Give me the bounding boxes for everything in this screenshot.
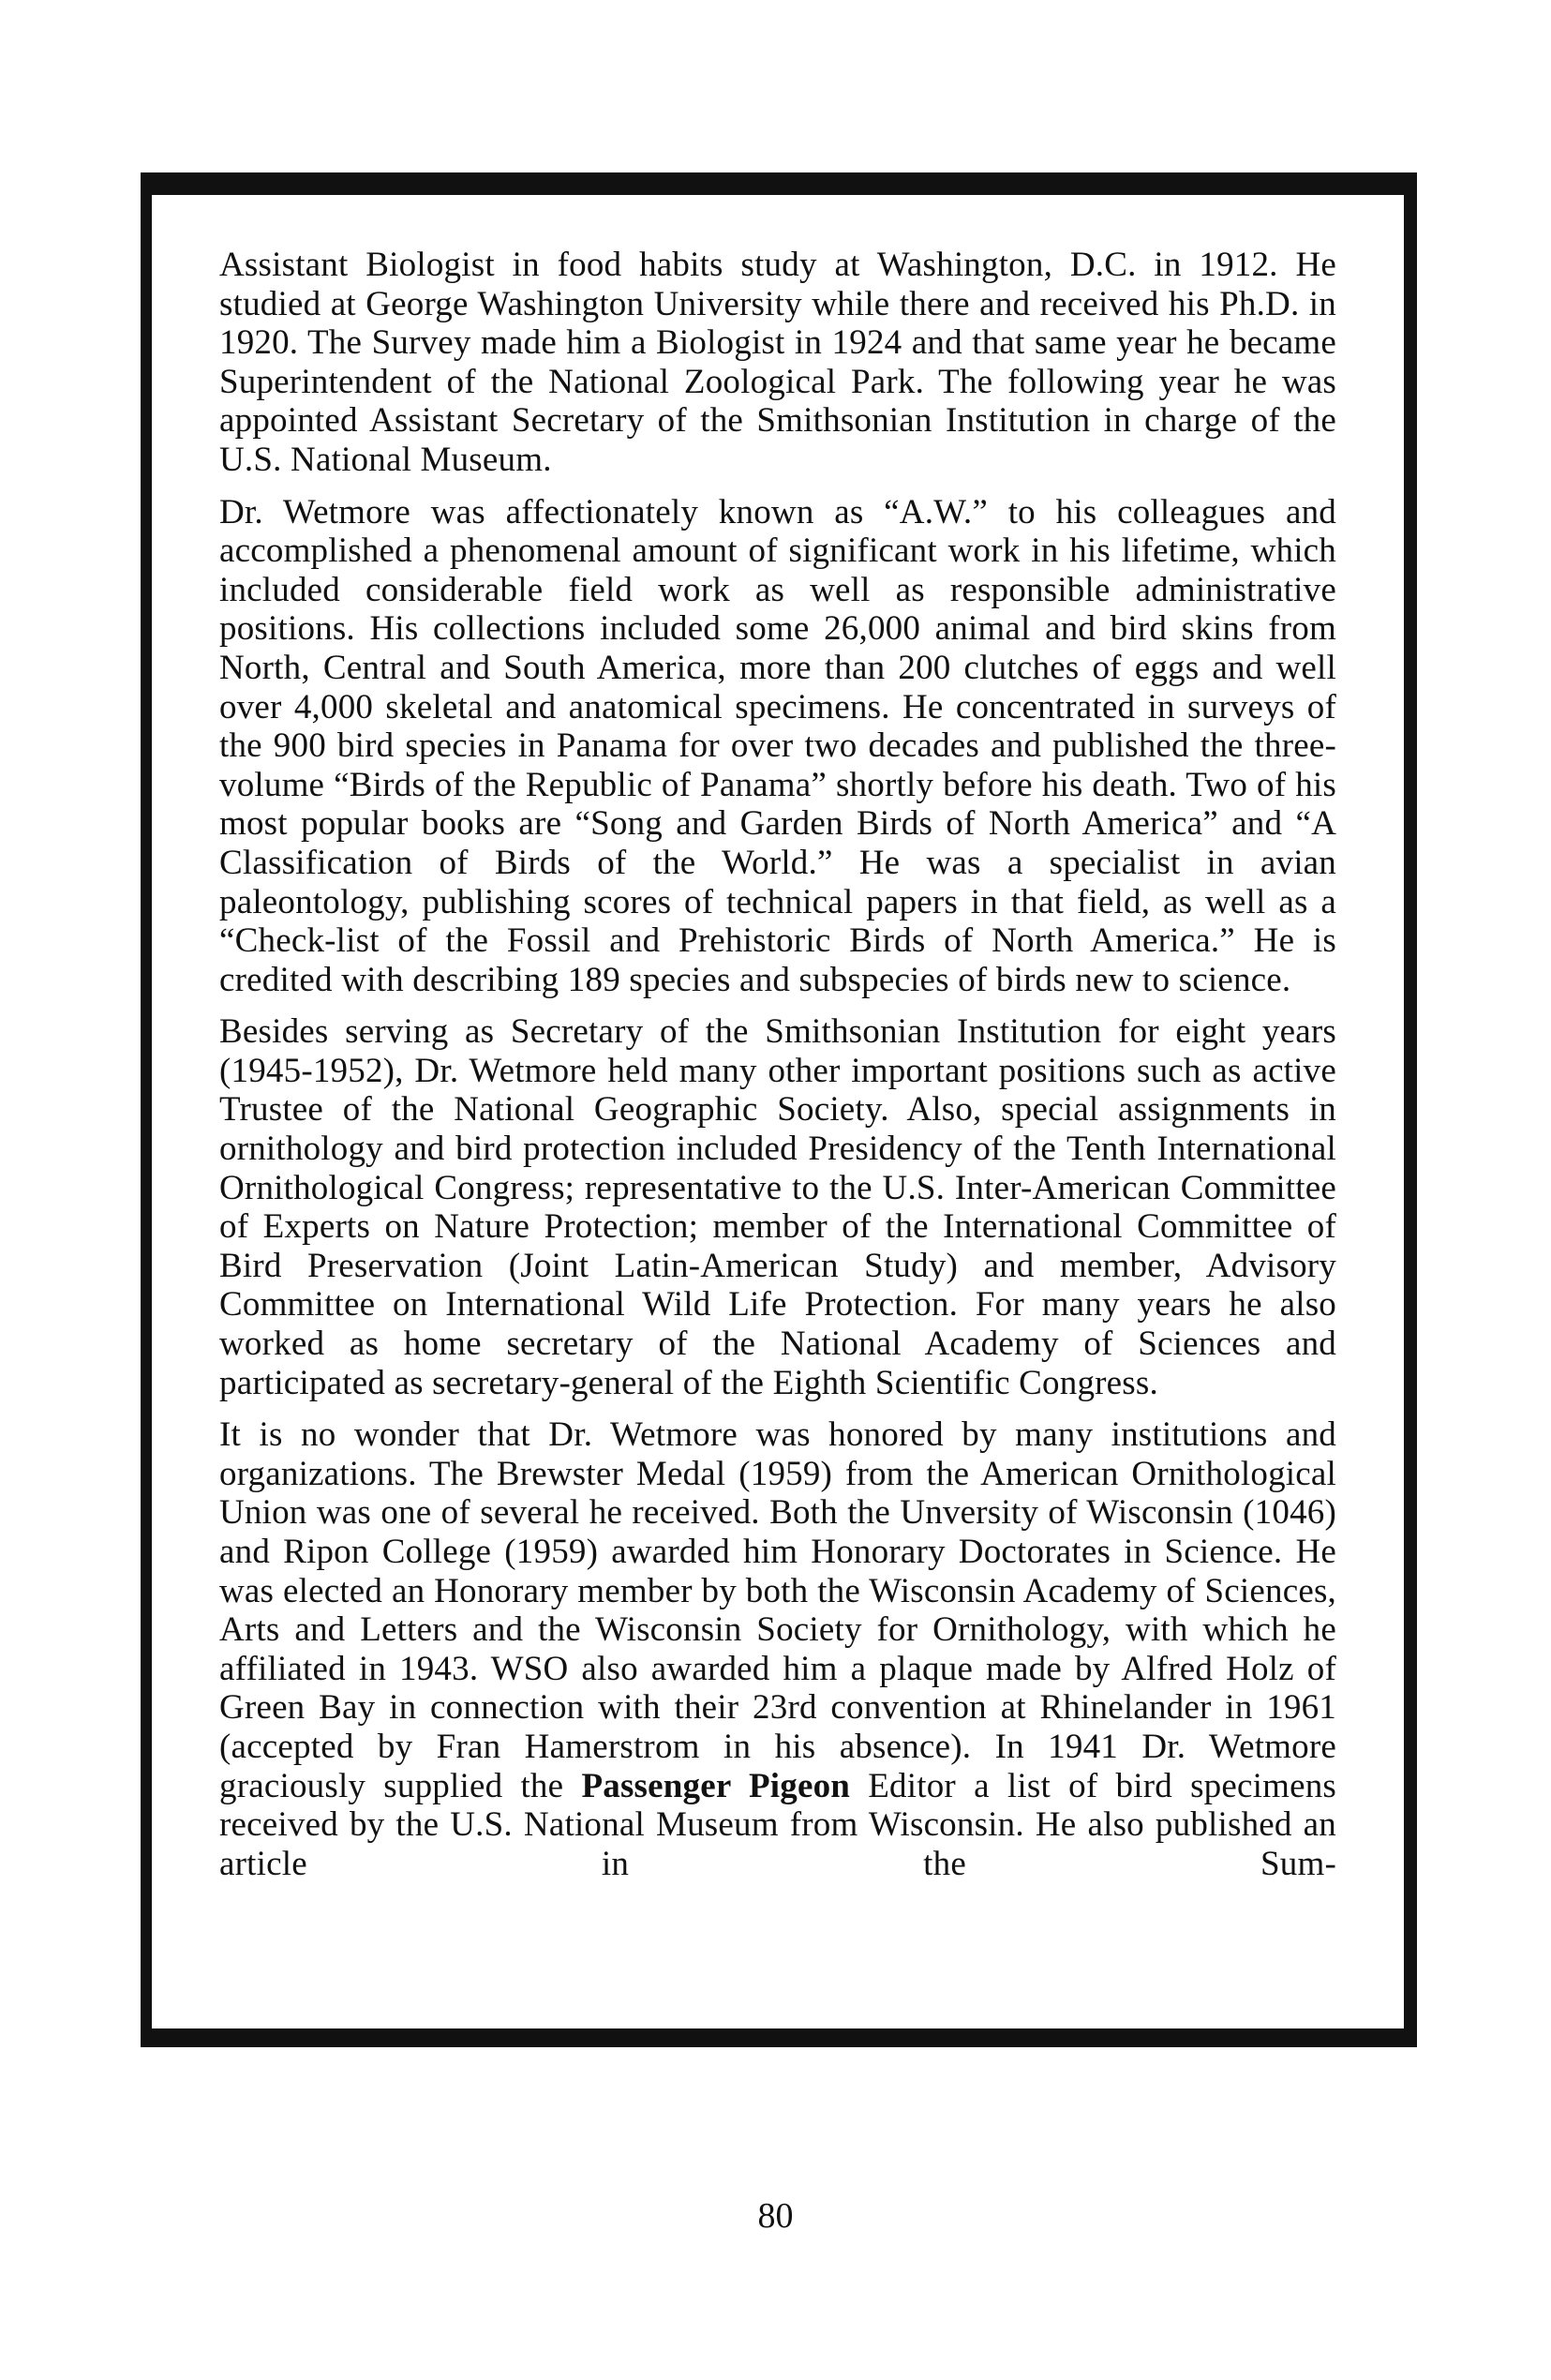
paragraph-positions: Besides serving as Secretary of the Smithsonian Institution for eight years (1945-1952), Dr. Wetmore held many other important positions such as active Trustee of the National Geographic Society. Also, special assignments in ornithology and bird protection included Presidency of the Tenth International Ornithological Congress; representative to the U.S. Inter-American Committee of Experts on Nature Protection; member of the International Committee of Bird Preservation (Joint Latin-American Study) and member, Advisory Committee on International Wild Life Protection. For many years he also worked as home secretary of the National Academy of Sciences and participated as secretary-general of the Eighth Scientific Congress.: [219, 1012, 1336, 1402]
journal-title-passenger-pigeon: Passenger Pigeon: [581, 1766, 851, 1805]
honors-text-end: Editor a list of bird specimens received by the U.S. National Museum from Wisconsin. He also published an article in the Sum-: [219, 1766, 1337, 1883]
paragraph-collections: Dr. Wetmore was affectionately known as “A.W.” to his colleagues and accomplished a phenomenal amount of significant work in his lifetime, which included considerable field work as well as responsible administrative positions. His collections included some 26,000 animal and bird skins from North, Central and South America, more than 200 clutches of eggs and well over 4,000 skeletal and anatomical specimens. He concentrated in surveys of the 900 bird species in Panama for over two decades and published the three-volume “Birds of the Republic of Panama” shortly before his death. Two of his most popular books are “Song and Garden Birds of North America” and “A Classification of Birds of the World.” He was a specialist in avian paleontology, publishing scores of technical papers in that field, as well as a “Check-list of the Fossil and Prehistoric Birds of North America.” He is credited with describing 189 species and subspecies of birds new to science.: [219, 492, 1336, 999]
paragraph-honors: [219, 1415, 1336, 1883]
bordered-text-box: [141, 172, 1417, 2047]
page-number: 80: [757, 2196, 794, 2236]
honors-text-start: It is no wonder that Dr. Wetmore was honored by many institutions and organizations. The Brewster Medal (1959) from the American Ornithological Union was one of several he received. Both the Unversity of Wisconsin (1046) and Ripon College (1959) awarded him Honorary Doctorates in Science. He was elected an Honorary member by both the Wisconsin Academy of Sciences, Arts and Letters and the Wisconsin Society for Ornithology, with which he affiliated in 1943. WSO also awarded him a plaque made by Alfred Holz of Green Bay in connection with their 23rd convention at Rhinelander in 1961 (accepted by Fran Hamerstrom in his absence). In 1941 Dr. Wetmore graciously supplied the: [219, 1415, 1336, 1805]
paragraph-career: Assistant Biologist in food habits study at Washington, D.C. in 1912. He studied at George Washington University while there and received his Ph.D. in 1920. The Survey made him a Biologist in 1924 and that same year he became Superintendent of the National Zoological Park. The following year he was appointed Assistant Secretary of the Smithsonian Institution in charge of the U.S. National Museum.: [219, 246, 1336, 479]
article-body: [219, 246, 1336, 1896]
